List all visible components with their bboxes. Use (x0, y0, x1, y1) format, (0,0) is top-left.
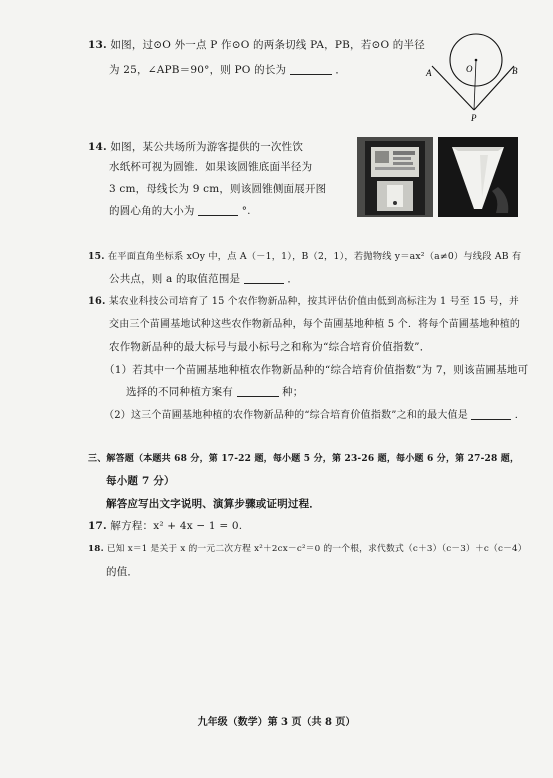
q16-text-3: 农作物新品种的最大标号与最小标号之和称为“综合培育价值指数”． (109, 341, 431, 353)
q14-answer-blank[interactable] (198, 204, 238, 216)
section3-heading-2: 每小题 7 分） (106, 475, 175, 487)
q13-label-O: O (466, 64, 473, 74)
q16-sub1-line2 (126, 385, 304, 399)
paper-cup-photo (438, 137, 518, 217)
q16-line3 (109, 340, 430, 354)
q15-text-2a: 公共点，则 a 的取值范围是 (109, 273, 241, 285)
q16-sub2-line (104, 408, 525, 423)
q16-sub1-text-2b: 种； (282, 386, 304, 398)
q13-line2 (109, 63, 346, 77)
q13-number: 13. (88, 39, 107, 51)
section3-heading-1: 三、解答题（本题共 68 分，第 17-22 题，每小题 5 分，第 23-26 题，每小题 6 分，第 27-28 题， (88, 454, 520, 464)
q17-text: 解方程：x² + 4x − 1 = 0. (110, 520, 243, 532)
q16-line1 (88, 295, 519, 309)
q16-sub1-line1 (104, 363, 528, 377)
q13-label-P: P (471, 113, 477, 122)
q14-line1 (88, 140, 303, 154)
q14-text-4b: °. (241, 205, 251, 217)
q16-text-1: 某农业科技公司培育了 15 个农作物新品种，按其评估价值由低到高标注为 1 号至 15 号，并 (108, 296, 519, 307)
q16-number: 16. (88, 296, 106, 307)
q16-text-2: 交由三个苗圃基地试种这些农作物新品种，每个苗圃基地种植 5 个．将每个苗圃基地种植的 (109, 319, 521, 330)
q13-tangent-figure (420, 30, 530, 122)
q14-text-4a: 的圆心角的大小为 (109, 205, 195, 217)
q17-number: 17. (88, 520, 107, 532)
q14-number: 14. (88, 141, 107, 153)
q15-text-1: 在平面直角坐标系 xOy 中，点 A（－1，1），B（2，1），若抛物线 y＝ax²（a≠0）与线段 AB 有 (107, 251, 522, 262)
section3-instruction-text: 解答应写出文字说明、演算步骤或证明过程． (106, 498, 320, 510)
page-footer: 九年级（数学）第 3 页（共 8 页） (197, 717, 356, 728)
q13-label-B: B (512, 66, 518, 76)
q15-text-2b: ． (287, 273, 299, 285)
cup-dispenser-photo (357, 137, 433, 217)
q16-sub1-answer-blank[interactable] (237, 385, 279, 397)
section3-heading-line2 (106, 474, 175, 488)
q18-text-2: 的值． (106, 566, 139, 578)
q16-sub2-text-a: （2）这三个苗圃基地种植的农作物新品种的“综合培育价值指数”之和的最大值是 (104, 410, 468, 421)
q16-sub1-text-1: （1）若其中一个苗圃基地种植农作物新品种的“综合培育价值指数”为 7，则该苗圃基地可 (104, 364, 529, 376)
q13-line1 (88, 38, 425, 52)
q18-text-1: 已知 x＝1 是关于 x 的一元二次方程 x²＋2cx－c²＝0 的一个根，求代数式（c＋3）（c－3）＋c（c－4） (106, 544, 527, 554)
q13-text-1: 如图，过⊙O 外一点 P 作⊙O 的两条切线 PA，PB，若⊙O 的半径 (110, 39, 425, 51)
q16-sub2-answer-blank[interactable] (471, 408, 511, 420)
q13-answer-blank[interactable] (290, 63, 332, 75)
q14-line4 (109, 204, 251, 218)
section3-instruction (106, 497, 320, 511)
q17-line (88, 519, 242, 533)
q15-answer-blank[interactable] (244, 272, 284, 284)
q16-sub1-text-2a: 选择的不同种植方案有 (126, 386, 233, 398)
section3-heading-line1 (88, 452, 519, 466)
q18-line1 (88, 542, 527, 556)
q13-text-2a: 为 25，∠APB＝90°，则 PO 的长为 (109, 64, 287, 76)
q18-line2 (106, 565, 138, 579)
q14-line2 (109, 160, 312, 174)
q13-label-A: A (426, 68, 432, 78)
q14-text-2: 水纸杯可视为圆锥．如果该圆锥底面半径为 (109, 161, 313, 173)
q16-sub2-text-b: ． (514, 410, 525, 421)
q14-line3 (109, 182, 326, 196)
q13-text-2b: ． (335, 64, 347, 76)
q15-line2 (109, 272, 298, 286)
q15-line1 (88, 250, 521, 264)
q18-number: 18. (88, 544, 104, 554)
q15-number: 15. (88, 251, 105, 262)
q16-line2 (109, 318, 520, 332)
q14-text-1: 如图，某公共场所为游客提供的一次性饮 (110, 141, 304, 153)
q14-text-3: 3 cm，母线长为 9 cm，则该圆锥侧面展开图 (109, 183, 327, 195)
